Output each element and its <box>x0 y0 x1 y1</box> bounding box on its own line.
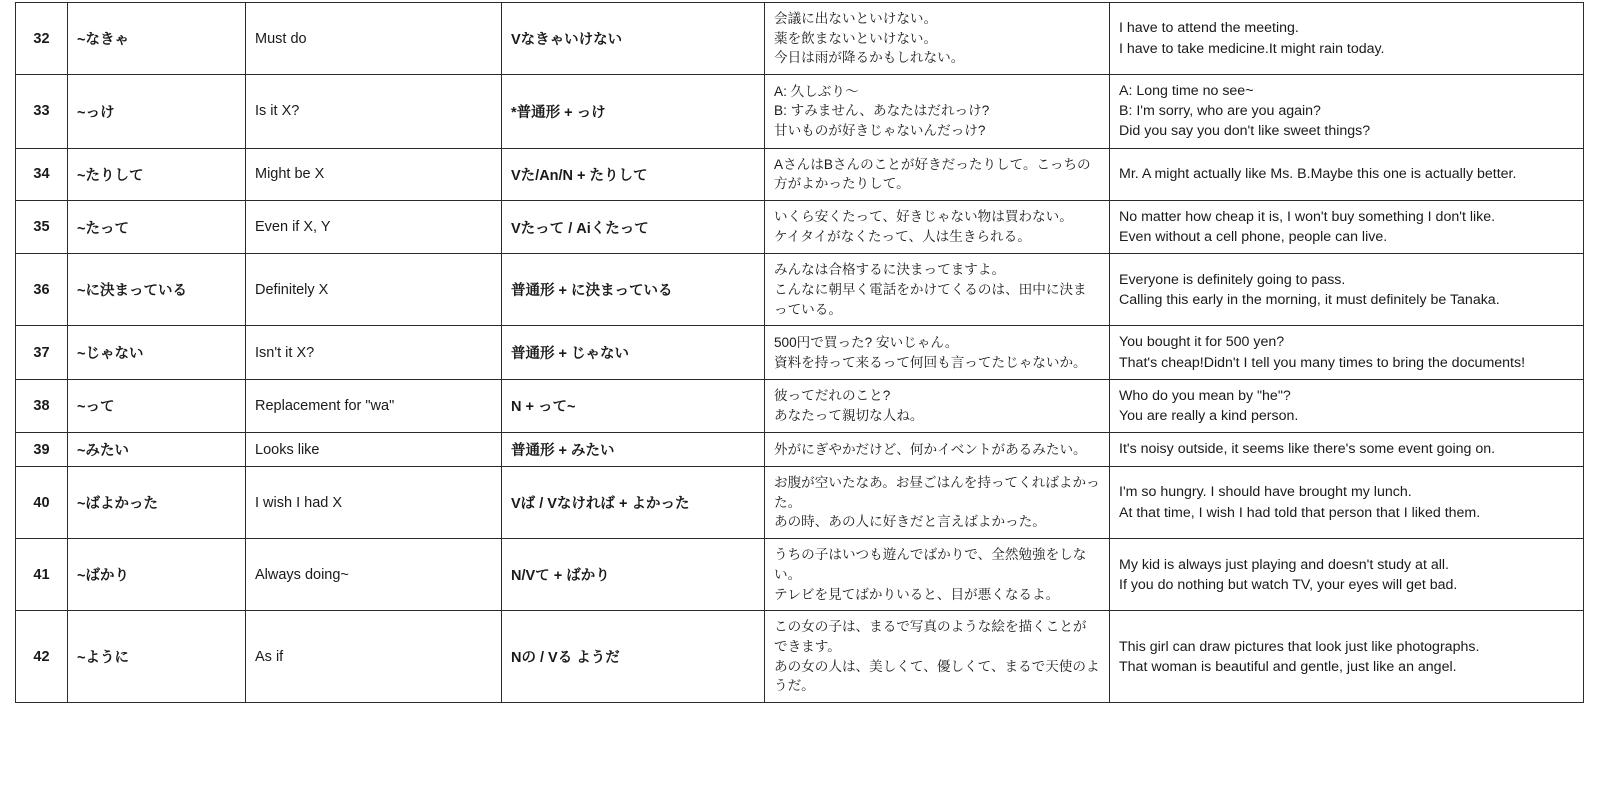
english-translation <box>1110 75 1584 148</box>
japanese-example-line: 資料を持って来るって何回も言ってたじゃないか。 <box>774 354 1087 370</box>
grammar-form: ~ばよかった <box>68 467 246 539</box>
japanese-example-line: B: すみません、あなたはだれっけ? <box>774 103 990 119</box>
english-translation <box>1110 3 1584 75</box>
table-row <box>16 326 1584 379</box>
english-translation-line: This girl can draw pictures that look just like photographs. <box>1119 638 1480 655</box>
grammar-meaning: Might be X <box>246 148 502 200</box>
row-number: 40 <box>16 467 68 539</box>
japanese-example-line: 彼ってだれのこと? <box>774 388 891 404</box>
japanese-example-line: 甘いものが好きじゃないんだっけ? <box>774 123 986 139</box>
grammar-pattern: N/Vて + ばかり <box>502 539 765 611</box>
english-translation-line: You bought it for 500 yen? <box>1119 334 1285 351</box>
japanese-example <box>765 539 1110 611</box>
english-translation-line: I'm so hungry. I should have brought my lunch. <box>1119 484 1412 501</box>
japanese-example <box>765 326 1110 379</box>
grammar-form: ~みたい <box>68 433 246 467</box>
japanese-example <box>765 611 1110 703</box>
english-translation-line: I have to take medicine.It might rain today. <box>1119 40 1385 57</box>
table-row <box>16 148 1584 200</box>
japanese-example-line: いくら安くたって、好きじゃない物は買わない。 <box>774 209 1073 225</box>
grammar-table <box>15 2 1584 703</box>
grammar-meaning: Definitely X <box>246 254 502 326</box>
row-number: 35 <box>16 200 68 253</box>
grammar-form: ~たって <box>68 200 246 253</box>
english-translation-line: Mr. A might actually like Ms. B.Maybe this one is actually better. <box>1119 166 1517 183</box>
grammar-meaning: Even if X, Y <box>246 200 502 253</box>
table-row <box>16 254 1584 326</box>
grammar-form: ~たりして <box>68 148 246 200</box>
japanese-example <box>765 75 1110 148</box>
grammar-form: ~に決まっている <box>68 254 246 326</box>
japanese-example-line: この女の子は、まるで写真のような絵を描くことができます。 <box>774 619 1087 654</box>
japanese-example <box>765 200 1110 253</box>
grammar-pattern: Vた/An/N + たりして <box>502 148 765 200</box>
row-number: 38 <box>16 379 68 432</box>
row-number: 36 <box>16 254 68 326</box>
row-number: 39 <box>16 433 68 467</box>
english-translation-line: If you do nothing but watch TV, your eyes will get bad. <box>1119 576 1458 593</box>
row-number: 32 <box>16 3 68 75</box>
english-translation <box>1110 148 1584 200</box>
english-translation-line: Everyone is definitely going to pass. <box>1119 271 1346 288</box>
japanese-example-line: テレビを見てばかりいると、目が悪くなるよ。 <box>774 586 1060 602</box>
english-translation-line: It's noisy outside, it seems like there's some event going on. <box>1119 441 1496 458</box>
japanese-example-line: AさんはBさんのことが好きだったりして。こっちの方がよかったりして。 <box>774 156 1091 192</box>
english-translation-line: Who do you mean by "he"? <box>1119 387 1291 404</box>
japanese-example <box>765 379 1110 432</box>
grammar-form: ~じゃない <box>68 326 246 379</box>
japanese-example-line: 薬を飲まないといけない。 <box>774 30 938 46</box>
japanese-example-line: 外がにぎやかだけど、何かイベントがあるみたい。 <box>774 441 1087 457</box>
document-sheet <box>15 0 1585 703</box>
table-row <box>16 467 1584 539</box>
japanese-example <box>765 254 1110 326</box>
japanese-example <box>765 148 1110 200</box>
grammar-meaning: I wish I had X <box>246 467 502 539</box>
table-row <box>16 200 1584 253</box>
grammar-form: ~なきゃ <box>68 3 246 75</box>
japanese-example-line: あの女の人は、美しくて、優しくて、まるで天使のようだ。 <box>774 658 1100 694</box>
grammar-pattern: Vたって / Aiくたって <box>502 200 765 253</box>
grammar-pattern: Vなきゃいけない <box>502 3 765 75</box>
grammar-meaning: As if <box>246 611 502 703</box>
japanese-example-line: お腹が空いたなあ。お昼ごはんを持ってくればよかった。 <box>774 475 1100 510</box>
japanese-example-line: あなたって親切な人ね。 <box>774 407 924 423</box>
english-translation-line: My kid is always just playing and doesn't study at all. <box>1119 556 1449 573</box>
grammar-pattern: Nの / Vる ようだ <box>502 611 765 703</box>
english-translation <box>1110 326 1584 379</box>
grammar-pattern: 普通形 + じゃない <box>502 326 765 379</box>
grammar-table-body <box>16 3 1584 703</box>
english-translation-line: No matter how cheap it is, I won't buy something I don't like. <box>1119 208 1496 225</box>
grammar-form: ~って <box>68 379 246 432</box>
grammar-pattern: N + って~ <box>502 379 765 432</box>
english-translation-line: Calling this early in the morning, it must definitely be Tanaka. <box>1119 291 1500 308</box>
grammar-form: ~ように <box>68 611 246 703</box>
japanese-example-line: A: 久しぶり〜 <box>774 83 859 99</box>
english-translation-line: That woman is beautiful and gentle, just like an angel. <box>1119 658 1457 675</box>
japanese-example <box>765 433 1110 467</box>
row-number: 34 <box>16 148 68 200</box>
english-translation-line: At that time, I wish I had told that person that I liked them. <box>1119 504 1481 521</box>
row-number: 41 <box>16 539 68 611</box>
grammar-form: ~ばかり <box>68 539 246 611</box>
grammar-meaning: Replacement for "wa" <box>246 379 502 432</box>
english-translation <box>1110 379 1584 432</box>
english-translation <box>1110 433 1584 467</box>
japanese-example-line: みんなは合格するに決まってますよ。 <box>774 262 1006 278</box>
english-translation-line: B: I'm sorry, who are you again? <box>1119 103 1321 120</box>
english-translation-line: Did you say you don't like sweet things? <box>1119 123 1371 140</box>
english-translation-line: You are really a kind person. <box>1119 407 1299 424</box>
grammar-meaning: Looks like <box>246 433 502 467</box>
grammar-pattern: *普通形 + っけ <box>502 75 765 148</box>
grammar-pattern: 普通形 + に決まっている <box>502 254 765 326</box>
english-translation-line: That's cheap!Didn't I tell you many times to bring the documents! <box>1119 354 1526 371</box>
grammar-form: ~っけ <box>68 75 246 148</box>
japanese-example <box>765 3 1110 75</box>
grammar-meaning: Always doing~ <box>246 539 502 611</box>
table-row <box>16 3 1584 75</box>
japanese-example-line: 500円で買った? 安いじゃん。 <box>774 334 959 350</box>
row-number: 33 <box>16 75 68 148</box>
english-translation-line: A: Long time no see~ <box>1119 83 1254 100</box>
grammar-meaning: Is it X? <box>246 75 502 148</box>
english-translation <box>1110 539 1584 611</box>
table-row <box>16 75 1584 148</box>
row-number: 37 <box>16 326 68 379</box>
grammar-pattern: 普通形 + みたい <box>502 433 765 467</box>
english-translation <box>1110 611 1584 703</box>
english-translation-line: I have to attend the meeting. <box>1119 20 1299 37</box>
table-row <box>16 433 1584 467</box>
english-translation-line: Even without a cell phone, people can live. <box>1119 229 1388 246</box>
japanese-example-line: あの時、あの人に好きだと言えばよかった。 <box>774 514 1046 530</box>
japanese-example-line: こんなに朝早く電話をかけてくるのは、田中に決まっている。 <box>774 282 1087 317</box>
grammar-pattern: Vば / Vなければ + よかった <box>502 467 765 539</box>
table-row <box>16 611 1584 703</box>
english-translation <box>1110 200 1584 253</box>
japanese-example <box>765 467 1110 539</box>
japanese-example-line: 今日は雨が降るかもしれない。 <box>774 50 965 66</box>
japanese-example-line: うちの子はいつも遊んでばかりで、全然勉強をしない。 <box>774 547 1087 582</box>
row-number: 42 <box>16 611 68 703</box>
english-translation <box>1110 467 1584 539</box>
table-row <box>16 539 1584 611</box>
japanese-example-line: ケイタイがなくたって、人は生きられる。 <box>774 229 1031 245</box>
table-row <box>16 379 1584 432</box>
english-translation <box>1110 254 1584 326</box>
japanese-example-line: 会議に出ないといけない。 <box>774 11 938 26</box>
grammar-meaning: Isn't it X? <box>246 326 502 379</box>
grammar-meaning: Must do <box>246 3 502 75</box>
